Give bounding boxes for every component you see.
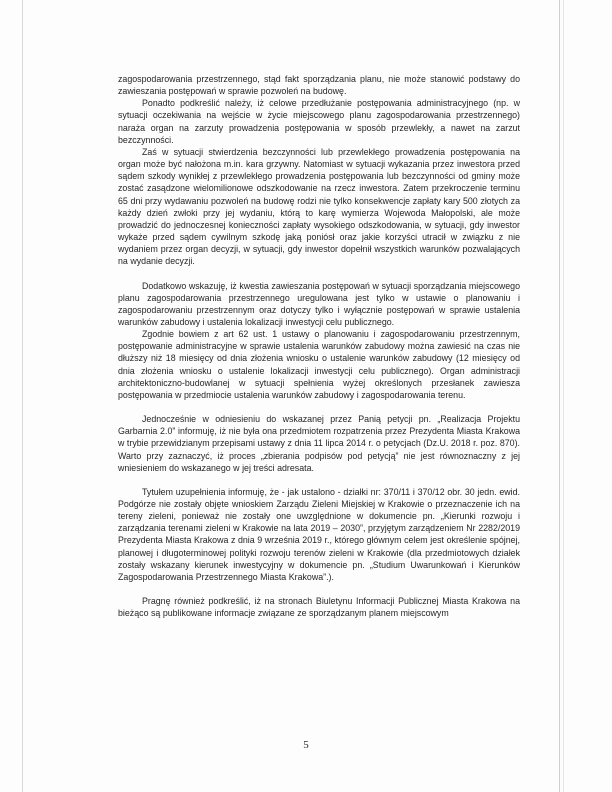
- scan-right-edge-shadow: [563, 0, 564, 792]
- paragraph-prolonging-proceedings: Ponadto podkreślić należy, iż celowe przedłużanie postępowania administracyjnego (np. w sytuacji oczekiwania na wejście w życie miejscowego planu zagospodarowania przestrzennego) naraża organ na zarzuty prowadzenia postępowania w sposób przewlekły, a nawet na zarzut bezczynności.: [118, 98, 520, 145]
- paragraph-petition: Jednocześnie w odniesieniu do wskazanej przez Panią petycji pn. „Realizacja Projektu Garbarnia 2.0” informuję, iż nie była ona przedmiotem rozpatrzenia przez Prezydenta Miasta Krakowa w trybie przewidzianym przepisami ustawy z dnia 11 lipca 2014 r. o petycjach (Dz.U. 2018 r. poz. 870). Warto przy zaznaczyć, iż proces „zbierania podpisów pod petycją” nie jest równoznaczny z jej wniesieniem do wskazanego w jej treści adresata.: [118, 414, 520, 473]
- paragraph-plots-greenery: Tytułem uzupełnienia informuję, że - jak ustalono - działki nr: 370/11 i 370/12 obr. 30 jedn. ewid. Podgórze nie zostały objęte wnioskiem Zarządu Zieleni Miejskiej w Krakowie o przeznaczenie ich na tereny zieleni, ponieważ nie zostały one uwzględnione w dokumencie pn. „Kierunki rozwoju i zarządzania terenami zieleni w Krakowie na lata 2019 – 2030”, przyjętym zarządzeniem Nr 2282/2019 Prezydenta Miasta Krakowa z dnia 9 września 2019 r., którego głównym celem jest określenie spójnej, planowej i długoterminowej polityki rozwoju terenów zieleni w Krakowie (dla przedmiotowych działek zostały wskazany kierunek inwestycyjny w dokumencie pn. „Studium Uwarunkowań i Kierunków Zagospodarowania Przestrzennego Miasta Krakowa”.).: [118, 486, 520, 582]
- paragraph-inaction-penalties: Zaś w sytuacji stwierdzenia bezczynności lub przewlekłego prowadzenia postępowania na organ może być nałożona m.in. kara grzywny. Natomiast w sytuacji wykazania przez inwestora przed sądem szkody wynikłej z przewlekłego prowadzenia postępowania lub bezczynności od gminy może zostać zasądzone wielomilionowe odszkodowanie na rzecz inwestora. Zatem przekroczenie terminu 65 dni przy wydawaniu pozwoleń na budowę rodzi nie tylko konsekwencje zapłaty kary 500 złotych za każdy dzień zwłoki przy jej wydaniu, którą to karę wymierza Wojewoda Małopolski, ale może prowadzić do jednoczesnej konieczności zapłaty wysokiego odszkodowania, w sytuacji, gdy inwestor wykaże przed sądem cywilnym szkodę jaką poniósł oraz jakie korzyści utracił w związku z nie wydaniem przez organ decyzji, w sytuacji, gdy inwestor dopełnił wszystkich warunków pozwalających na wydanie decyzji.: [118, 146, 520, 267]
- paragraph-art-62: Zgodnie bowiem z art 62 ust. 1 ustawy o planowaniu i zagospodarowaniu przestrzennym, postępowanie administracyjne w sprawie ustalenia warunków zabudowy można zawiesić na czas nie dłuższy niż 18 miesięcy od dnia złożenia wniosku o ustalenie warunków zabudowy (12 miesięcy od dnia złożenia wniosku o ustalenie lokalizacji inwestycji celu publicznego). Organ administracji architektoniczno-budowlanej w sytuacji spełnienia wyżej określonych przesłanek zawiesza postępowania w przedmiocie ustalenia warunków zabudowy i zagospodarowania terenu.: [118, 329, 520, 400]
- page-number: 5: [303, 739, 309, 751]
- paragraph-suspension-rules: Dodatkowo wskazuję, iż kwestia zawieszania postępowań w sytuacji sporządzania miejscowego planu zagospodarowania przestrzennego uregulowana jest tylko w ustawie o planowaniu i zagospodarowaniu przestrzennym oraz dotyczy tylko i wyłącznie postępowań w sprawie ustalenia warunków zabudowy i ustalenia lokalizacji inwestycji celu publicznego.: [118, 280, 520, 327]
- scan-left-edge: [22, 0, 23, 792]
- scan-right-edge: [559, 0, 560, 792]
- paragraph-continuation: zagospodarowania przestrzennego, stąd fakt sporządzania planu, nie może stanowić podstawy do zawieszania postępowań w sprawie pozwoleń na budowę.: [118, 74, 520, 97]
- paragraph-bip-publication: Pragnę również podkreślić, iż na stronach Biuletynu Informacji Publicznej Miasta Krakowa na bieżąco są publikowane informacje związane ze sporządzanym planem miejscowym: [118, 596, 520, 619]
- body-text: [118, 73, 520, 619]
